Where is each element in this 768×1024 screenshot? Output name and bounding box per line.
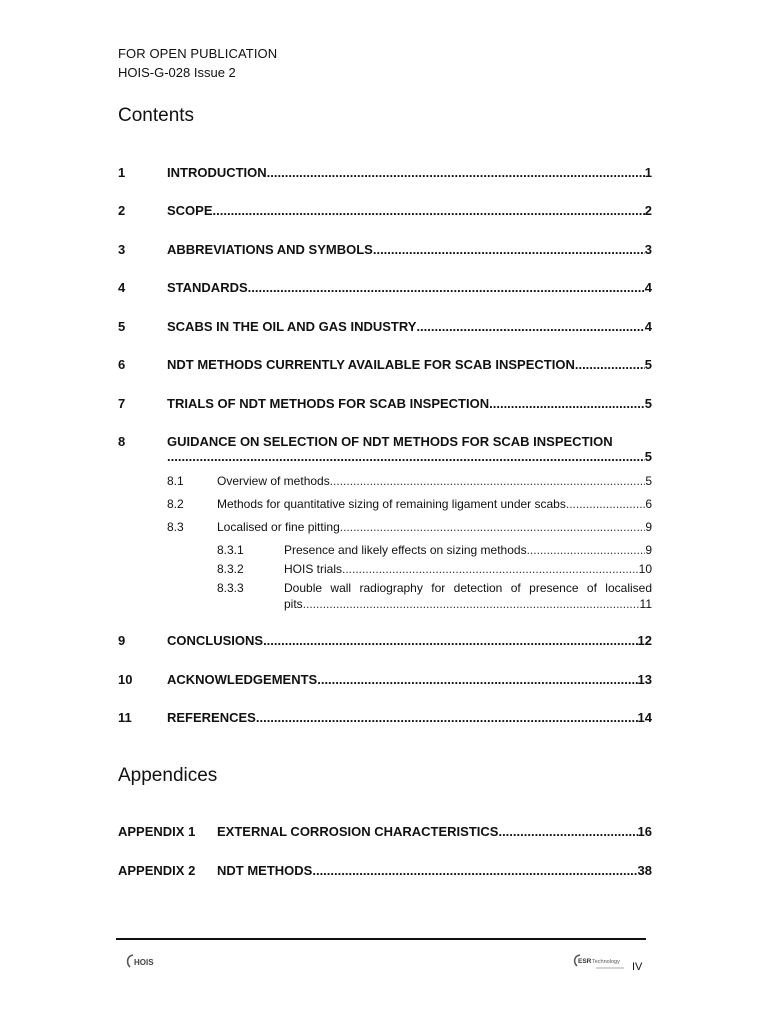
- toc-entry-10[interactable]: [118, 672, 652, 687]
- toc-subentry-8-2[interactable]: [167, 497, 652, 511]
- toc-title: STANDARDS: [167, 280, 248, 295]
- dot-leader: [489, 396, 645, 411]
- toc-number: 8.1: [167, 474, 184, 488]
- toc-entry-6[interactable]: [118, 357, 652, 372]
- toc-title: HOIS trials: [284, 562, 343, 576]
- document-id: HOIS-G-028 Issue 2: [118, 65, 236, 80]
- toc-title: Methods for quantitative sizing of remaining ligament under scabs: [217, 497, 566, 511]
- toc-entry-8[interactable]: [118, 434, 652, 465]
- toc-page: 3: [644, 242, 652, 257]
- classification-label: FOR OPEN PUBLICATION: [118, 46, 278, 61]
- toc-title: NDT METHODS CURRENTLY AVAILABLE FOR SCAB INSPECTION: [167, 357, 575, 372]
- toc-number: 11: [118, 710, 132, 725]
- toc-number: 10: [118, 672, 133, 687]
- appendix-entry-2[interactable]: [118, 863, 652, 878]
- toc-title: REFERENCES: [167, 710, 256, 725]
- appendix-page: 16: [637, 824, 652, 839]
- toc-number: 5: [118, 319, 126, 334]
- toc-page: 5: [644, 449, 652, 464]
- appendix-number: APPENDIX 2: [118, 863, 196, 878]
- toc-entry-1[interactable]: [118, 165, 652, 180]
- toc-number: 8.3: [167, 520, 184, 534]
- toc-number: 8.2: [167, 497, 184, 511]
- toc-number: 3: [118, 242, 126, 257]
- document-header: [118, 44, 277, 82]
- toc-number: 1: [118, 165, 126, 180]
- dot-leader: [498, 824, 637, 839]
- hois-logo-icon: [124, 951, 164, 971]
- toc-title: SCABS IN THE OIL AND GAS INDUSTRY: [167, 319, 417, 334]
- svg-text:Technology: Technology: [592, 959, 620, 965]
- toc-number: 2: [118, 203, 126, 218]
- toc-title: Double wall radiography for detection of presence of localised: [284, 581, 652, 595]
- dot-leader: [167, 449, 645, 465]
- dot-leader: [317, 672, 637, 687]
- toc-number: 8.3.2: [217, 562, 244, 576]
- contents-title: Contents: [118, 105, 195, 126]
- toc-number: 7: [118, 396, 126, 411]
- toc-title: TRIALS OF NDT METHODS FOR SCAB INSPECTION: [167, 396, 490, 411]
- dot-leader: [256, 710, 638, 725]
- dot-leader: [416, 319, 644, 334]
- toc-page: 1: [644, 165, 652, 180]
- toc-subentry-8-3-3[interactable]: [217, 580, 652, 612]
- toc-page: 13: [637, 672, 652, 687]
- toc-page: 10: [638, 562, 652, 576]
- toc-number: 9: [118, 633, 126, 648]
- svg-text:HOIS: HOIS: [134, 958, 154, 967]
- toc-subentry-8-3-1[interactable]: [217, 543, 652, 557]
- dot-leader: [267, 165, 645, 180]
- toc-entry-7[interactable]: [118, 396, 652, 411]
- toc-page: 9: [645, 520, 652, 534]
- appendices-title: Appendices: [118, 765, 218, 786]
- toc-title-continued: pits: [284, 597, 303, 611]
- toc-subentry-8-3-2[interactable]: [217, 562, 652, 576]
- toc-subentry-8-1[interactable]: [167, 474, 652, 488]
- toc-title: INTRODUCTION: [167, 165, 267, 180]
- dot-leader: [263, 633, 637, 648]
- dot-leader: [312, 863, 637, 878]
- appendix-title: EXTERNAL CORROSION CHARACTERISTICS: [217, 824, 499, 839]
- toc-page: 4: [644, 280, 652, 295]
- dot-leader: [248, 280, 645, 295]
- toc-page: 11: [639, 597, 652, 611]
- toc-title: SCOPE: [167, 203, 213, 218]
- dot-leader: [213, 203, 645, 218]
- appendix-entry-1[interactable]: [118, 824, 652, 839]
- toc-page: 5: [644, 357, 652, 372]
- toc-entry-9[interactable]: [118, 633, 652, 648]
- dot-leader: [330, 474, 646, 488]
- dot-leader: [373, 242, 645, 257]
- dot-leader: [303, 596, 640, 612]
- toc-page: 6: [645, 497, 652, 511]
- toc-title: Presence and likely effects on sizing methods: [284, 543, 527, 557]
- toc-title: GUIDANCE ON SELECTION OF NDT METHODS FOR SCAB INSPECTION: [167, 434, 613, 449]
- dot-leader: [575, 357, 645, 372]
- toc-number: 8: [118, 434, 126, 449]
- toc-page: 2: [644, 203, 652, 218]
- toc-title: ABBREVIATIONS AND SYMBOLS: [167, 242, 373, 257]
- toc-title: ACKNOWLEDGEMENTS: [167, 672, 318, 687]
- toc-page: 12: [637, 633, 652, 648]
- dot-leader: [340, 520, 646, 534]
- toc-page: 9: [645, 543, 652, 557]
- toc-number: 8.3.3: [217, 581, 244, 595]
- toc-page: 4: [644, 319, 652, 334]
- toc-entry-3[interactable]: [118, 242, 652, 257]
- appendix-title: NDT METHODS: [217, 863, 313, 878]
- page-number: IV: [632, 961, 643, 973]
- toc-title: Overview of methods: [217, 474, 330, 488]
- toc-title: CONCLUSIONS: [167, 633, 264, 648]
- esr-technology-logo-icon: [572, 951, 630, 973]
- svg-text:ESR: ESR: [578, 958, 592, 965]
- dot-leader: [566, 497, 645, 511]
- toc-entry-11[interactable]: [118, 710, 652, 725]
- toc-number: 8.3.1: [217, 543, 244, 557]
- toc-page: 5: [644, 396, 652, 411]
- dot-leader: [342, 562, 639, 576]
- toc-page: 14: [637, 710, 652, 725]
- toc-entry-2[interactable]: [118, 203, 652, 218]
- footer-divider: [116, 938, 646, 940]
- toc-number: 4: [118, 280, 126, 295]
- toc-entry-5[interactable]: [118, 319, 652, 334]
- appendix-page: 38: [637, 863, 652, 878]
- toc-entry-4[interactable]: [118, 280, 652, 295]
- toc-page: 5: [645, 474, 652, 488]
- dot-leader: [527, 543, 646, 557]
- toc-title: Localised or fine pitting: [217, 520, 340, 534]
- appendix-number: APPENDIX 1: [118, 824, 196, 839]
- toc-number: 6: [118, 357, 126, 372]
- toc-subentry-8-3[interactable]: [167, 520, 652, 534]
